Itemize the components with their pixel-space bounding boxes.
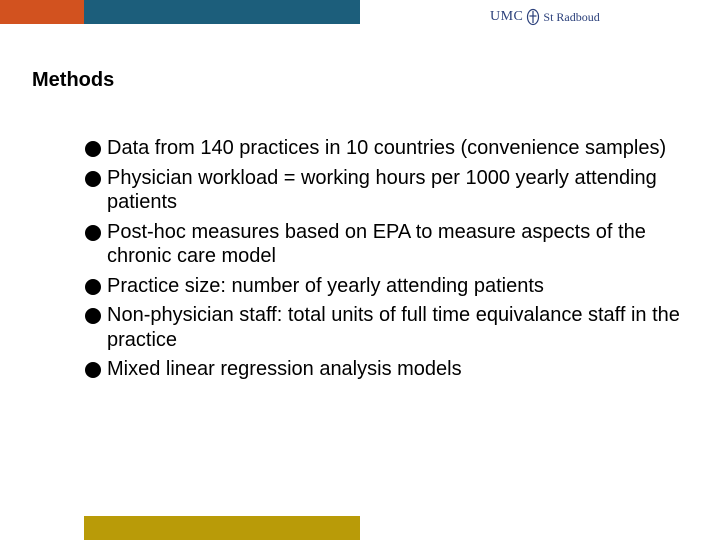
- seal-icon: [526, 8, 540, 26]
- bullet-dot-icon: [85, 171, 101, 187]
- bullet-dot-icon: [85, 279, 101, 295]
- bullet-item: [85, 136, 695, 161]
- bullet-item: [85, 166, 695, 215]
- top-orange-bar: [0, 0, 84, 24]
- umc-st-radboud-logo: [490, 5, 600, 29]
- bullet-text: Practice size: number of yearly attending patients: [107, 274, 544, 297]
- top-teal-bar: [84, 0, 360, 24]
- bullet-dot-icon: [85, 141, 101, 157]
- bullet-text: Data from 140 practices in 10 countries (convenience samples): [107, 137, 667, 159]
- bullet-text: Non-physician staff: total units of full time equivalance staff in the practice: [107, 304, 680, 351]
- bullet-text: Mixed linear regression analysis models: [107, 358, 462, 380]
- logo-umc-text: UMC: [490, 9, 524, 24]
- bullet-text: Physician workload = working hours per 1000 yearly attending patients: [107, 166, 657, 213]
- bullet-list: [85, 136, 695, 387]
- slide-title: Methods: [32, 69, 115, 91]
- bullet-dot-icon: [85, 308, 101, 324]
- bullet-text: Post-hoc measures based on EPA to measure aspects of the chronic care model: [107, 220, 646, 267]
- bullet-item: [85, 274, 695, 299]
- logo-st-radboud-text: St Radboud: [543, 9, 600, 24]
- bullet-item: [85, 357, 695, 382]
- bullet-item: [85, 303, 695, 352]
- bullet-item: [85, 220, 695, 269]
- bottom-gold-bar: [84, 516, 360, 540]
- bullet-dot-icon: [85, 225, 101, 241]
- bullet-dot-icon: [85, 362, 101, 378]
